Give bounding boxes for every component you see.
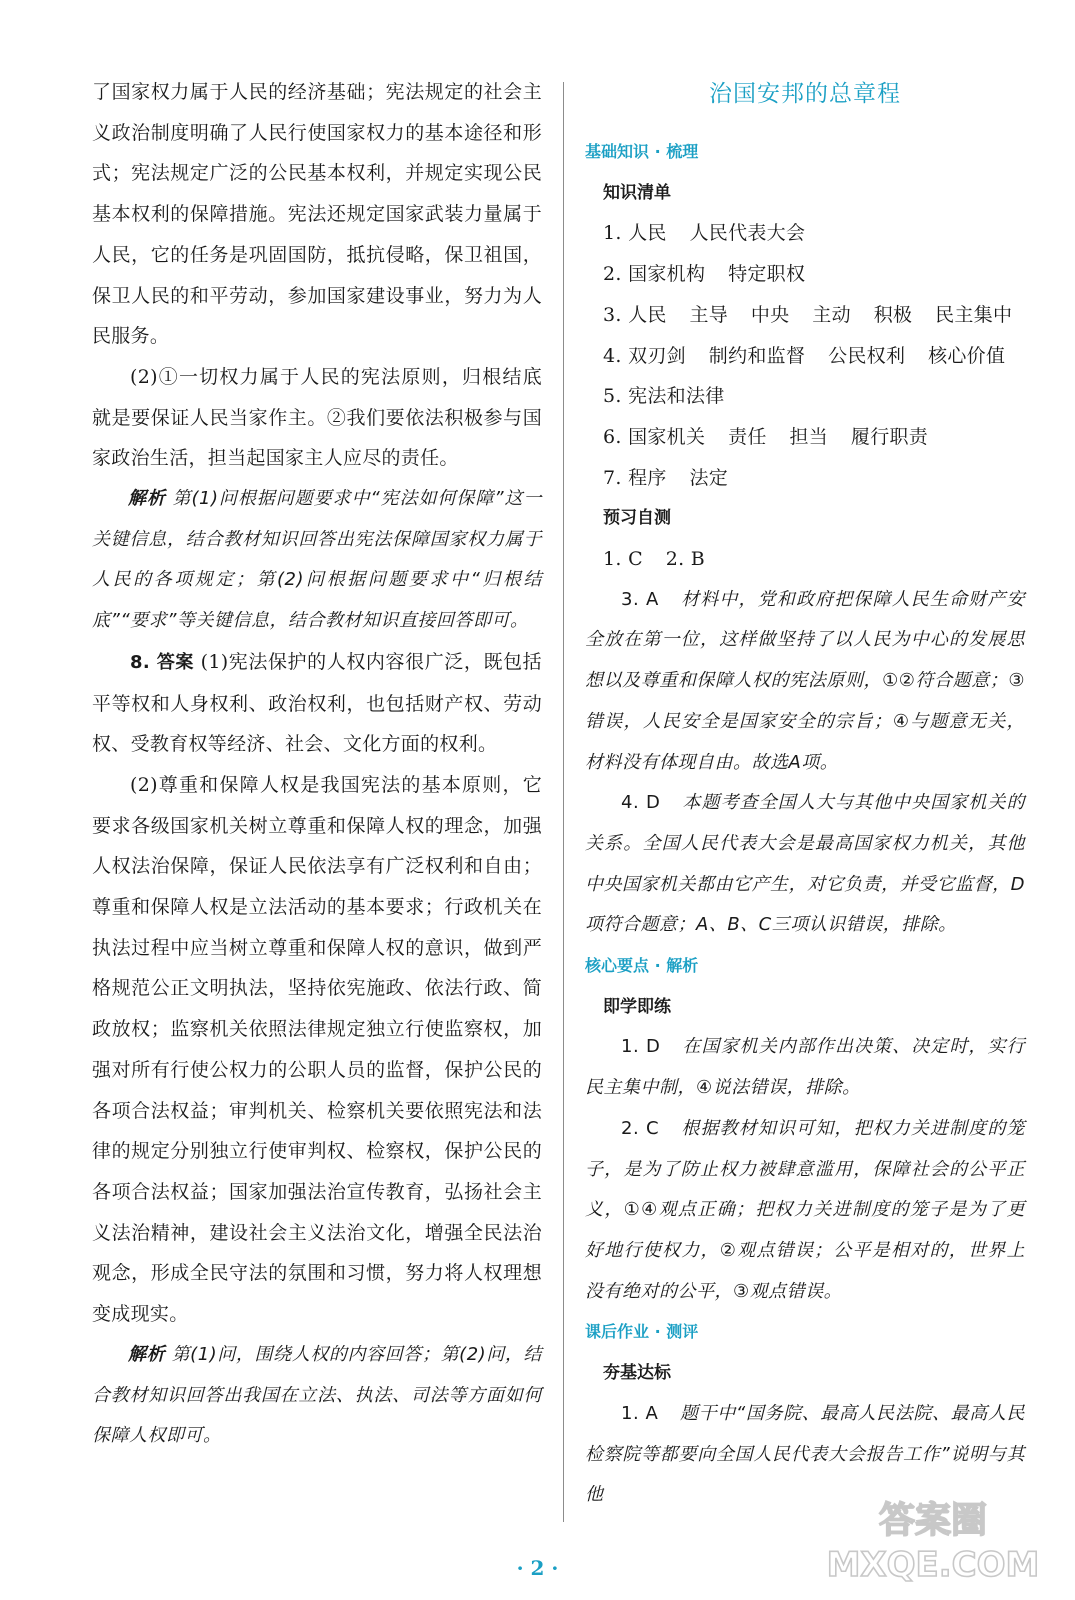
knowledge-term: 1. 人民: [603, 222, 667, 245]
analysis-label: 解析: [128, 1343, 166, 1365]
answer-item: 1. C: [603, 548, 643, 571]
knowledge-item: [585, 213, 1025, 254]
analysis-text: 第(1)问根据问题要求中“宪法如何保障”这一关键信息，结合教材知识回答出宪法保障国家权力属于人民的各项规定；第(2)问根据问题要求中“归根结底”“要求”等关键信息，结合教材知识直接回答即可。: [92, 488, 542, 632]
column-divider: [563, 82, 564, 1522]
knowledge-term: 主导: [689, 303, 729, 326]
knowledge-term: 3. 人民: [603, 303, 667, 326]
knowledge-item: [585, 295, 1025, 336]
knowledge-item: [585, 336, 1025, 377]
knowledge-term: 6. 国家机关: [603, 425, 706, 448]
knowledge-term: 积极: [873, 303, 913, 326]
answer-label: 4. D: [621, 792, 661, 814]
watermark-top: 答案圈: [878, 1500, 988, 1541]
analysis-label: 解析: [128, 488, 166, 510]
answer-paragraph: [585, 1027, 1025, 1108]
answer-label: 1. A: [621, 1402, 659, 1424]
answer-text: 题干中“国务院、最高人民法院、最高人民检察院等都要向全国人民代表大会报告工作”说明与其他: [585, 1402, 1025, 1506]
knowledge-list: [585, 213, 1025, 498]
knowledge-term: 2. 国家机构: [603, 263, 706, 286]
answer-paragraph: 了国家权力属于人民的经济基础；宪法规定的社会主义政治制度明确了人民行使国家权力的基本途径和形式；宪法规定广泛的公民基本权利，并规定实现公民基本权利的保障措施。宪法还规定国家武装力量属于人民，它的任务是巩固国防，抵抗侵略，保卫祖国，保卫人民的和平劳动，参加国家建设事业，努力为人民服务。: [92, 81, 542, 348]
answer-paragraph: (2)尊重和保障人权是我国宪法的基本原则，它要求各级国家机关树立尊重和保障人权的理念，加强人权法治保障，保证人民依法享有广泛权利和自由；尊重和保障人权是立法活动的基本要求；行政机关在执法过程中应当树立尊重和保障人权的意识，做到严格规范公正文明执法，坚持依宪施政、依法行政、简政放权；监察机关依照法律规定独立行使监察权，加强对所有行使公权力的公职人员的监督，保护公民的各项合法权益；审判机关、检察机关要依照宪法和法律的规定分别独立行使审判权、检察权，保护公民的各项合法权益；国家加强法治宣传教育，弘扬社会主义法治精神，建设社会主义法治文化，增强全民法治观念，形成全民守法的氛围和习惯，努力将人权理想变成现实。: [92, 773, 542, 1326]
watermark-logo: [823, 1488, 1043, 1588]
knowledge-term: 特定职权: [728, 263, 806, 286]
knowledge-term: 7. 程序: [603, 466, 667, 489]
subsection-heading: 预习自测: [603, 508, 671, 529]
answer-label: 2. C: [621, 1117, 660, 1139]
knowledge-term: 民主集中: [935, 303, 1013, 326]
answer-text: (1)宪法保护的人权内容很广泛，既包括平等权和人身权利、政治权利，也包括财产权、劳动权、受教育权等经济、社会、文化方面的权利。: [92, 650, 542, 756]
answer-text: 根据教材知识可知，把权力关进制度的笼子，是为了防止权力被肆意滥用，保障社会的公平正义，①④观点正确；把权力关进制度的笼子是为了更好地行使权力，②观点错误；公平是相对的，世界上没有绝对的公平，③观点错误。: [585, 1117, 1025, 1302]
answer-paragraph: [585, 580, 1025, 784]
subsection-heading: 即学即练: [603, 996, 671, 1017]
analysis-paragraph: [92, 1335, 542, 1457]
knowledge-term: 担当: [789, 425, 829, 448]
knowledge-item: [585, 254, 1025, 295]
analysis-text: 第(1)问，围绕人权的内容回答；第(2)问，结合教材知识回答出我国在立法、执法、司法等方面如何保障人权即可。: [92, 1343, 542, 1447]
knowledge-term: 中央: [750, 303, 790, 326]
page-number: · 2 ·: [516, 1556, 559, 1580]
answer-text: 本题考查全国人大与其他中央国家机关的关系。全国人民代表大会是最高国家权力机关，其他中央国家机关都由它产生，对它负责，并受它监督，D项符合题意；A、B、C三项认识错误，排除。: [585, 792, 1026, 936]
knowledge-term: 人民代表大会: [689, 222, 806, 245]
right-column: [585, 72, 1025, 1516]
answer-paragraph: [585, 1109, 1025, 1313]
knowledge-term: 公民权利: [828, 344, 906, 367]
watermark-bottom: MXQE.COM: [826, 1545, 1040, 1585]
knowledge-item: [585, 458, 1025, 499]
answer-label: 1. D: [621, 1036, 661, 1058]
knowledge-item: [585, 376, 1025, 417]
answer-paragraph: [585, 783, 1025, 946]
knowledge-term: 责任: [728, 425, 767, 448]
answer-line: [585, 539, 1025, 580]
knowledge-term: 4. 双刃剑: [603, 344, 686, 367]
knowledge-term: 制约和监督: [708, 344, 806, 367]
subsection-heading: 知识清单: [603, 182, 671, 203]
answer-item: 2. B: [665, 548, 706, 571]
answer-text: 材料中，党和政府把保障人民生命财产安全放在第一位，这样做坚持了以人民为中心的发展思想以及尊重和保障人权的宪法原则，①②符合题意；③错误，人民安全是国家安全的宗旨；④与题意无关，材料没有体现自由。故选A项。: [585, 588, 1025, 773]
subsection-heading: 夯基达标: [603, 1363, 671, 1384]
analysis-paragraph: [92, 479, 542, 642]
answer-label: 8. 答案: [130, 651, 195, 673]
knowledge-term: 5. 宪法和法律: [603, 385, 725, 408]
section-heading: 基础知识 · 梳理: [585, 142, 699, 161]
section-heading: 课后作业 · 测评: [585, 1322, 699, 1342]
answer-text: 在国家机关内部作出决策、决定时，实行民主集中制，④说法错误，排除。: [585, 1036, 1026, 1099]
knowledge-term: 主动: [812, 303, 851, 326]
answer-label: 3. A: [621, 588, 659, 610]
left-column: [92, 72, 542, 1457]
section-heading: 核心要点 · 解析: [585, 956, 699, 976]
knowledge-item: [585, 417, 1025, 458]
question-8-answer: [92, 642, 542, 765]
knowledge-term: 核心价值: [928, 344, 1006, 367]
section-title: 治国安邦的总章程: [709, 81, 901, 107]
answer-paragraph: (2)①一切权力属于人民的宪法原则，归根结底就是要保证人民当家作主。②我们要依法积极参与国家政治生活，担当起国家主人应尽的责任。: [92, 365, 542, 470]
knowledge-term: 履行职责: [850, 425, 929, 448]
knowledge-term: 法定: [689, 466, 729, 489]
